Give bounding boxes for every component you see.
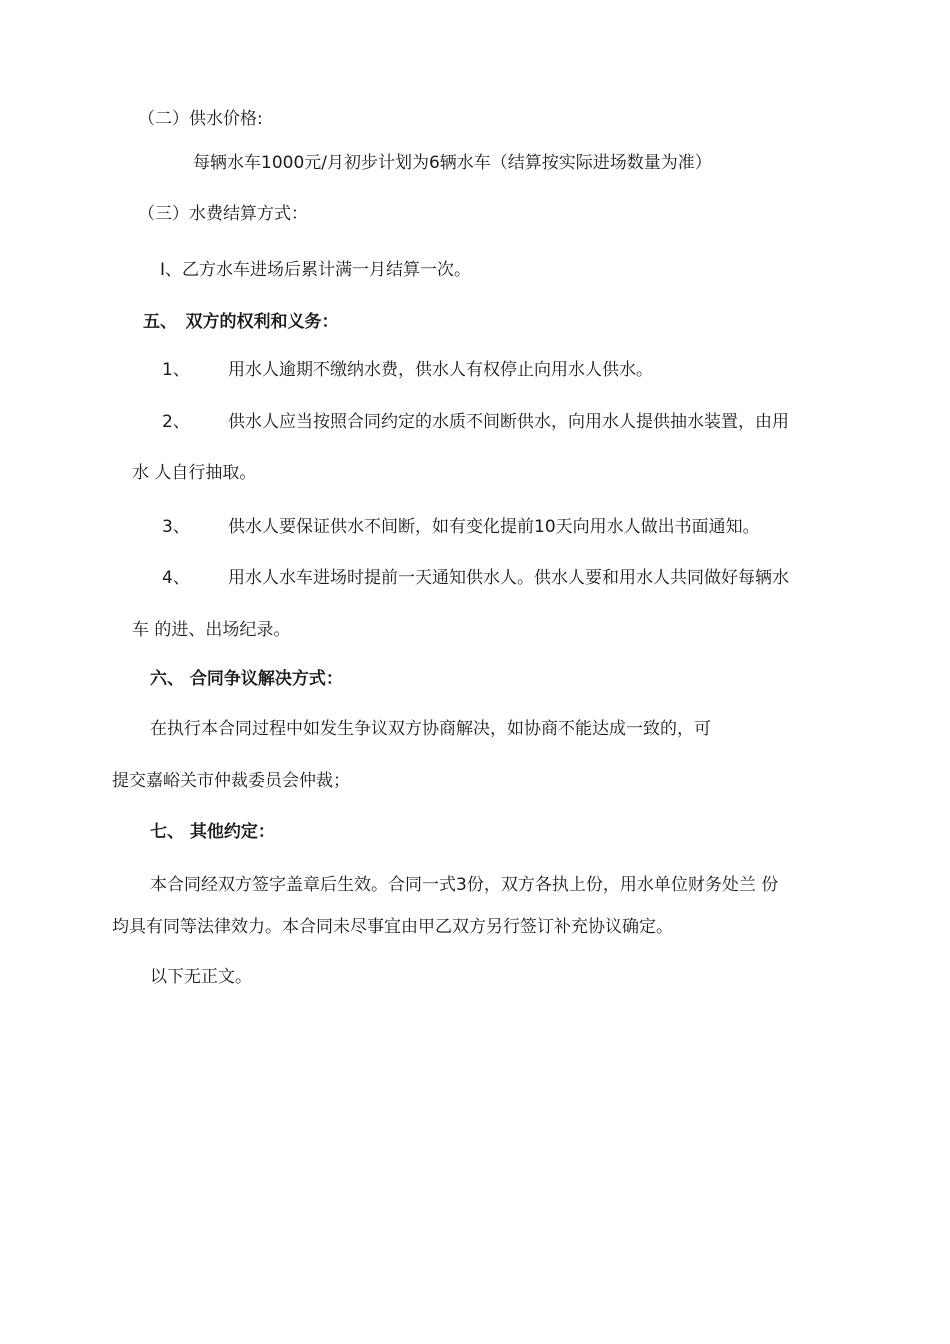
settlement-heading: （三）水费结算方式： — [138, 204, 308, 224]
rights-item-3-number: 3、 — [162, 517, 190, 537]
settlement-item-1: I、乙方水车进场后累计满一月结算一次。 — [160, 260, 472, 280]
supply-price-heading: （二）供水价格: — [138, 109, 263, 129]
rights-heading: 五、 双方的权利和义务： — [143, 312, 339, 332]
rights-item-1-number: 1、 — [162, 360, 190, 380]
rights-item-2-text: 供水人应当按照合同约定的水质不间断供水，向用水人提供抽水装置，由用 — [228, 412, 789, 432]
rights-item-4-number: 4、 — [162, 568, 190, 588]
closing-text: 以下无正文。 — [150, 967, 252, 987]
rights-item-3-text: 供水人要保证供水不间断，如有变化提前10天向用水人做出书面通知。 — [228, 517, 760, 537]
dispute-text-2: 提交嘉峪关市仲裁委员会仲裁； — [112, 771, 350, 791]
other-text-1: 本合同经双方签字盖章后生效。合同一式3份，双方各执上份，用水单位财务处兰 份 — [150, 875, 779, 895]
other-heading: 七、 其他约定： — [150, 822, 275, 842]
rights-item-2-number: 2、 — [162, 412, 190, 432]
supply-price-text: 每辆水车1000元/月初步计划为6辆水车（结算按实际进场数量为准） — [193, 153, 712, 173]
rights-item-4-text: 用水人水车进场时提前一天通知供水人。供水人要和用水人共同做好每辆水 — [228, 568, 789, 588]
dispute-text-1: 在执行本合同过程中如发生争议双方协商解决，如协商不能达成一致的，可 — [150, 719, 711, 739]
dispute-heading: 六、 合同争议解决方式： — [150, 669, 343, 689]
other-text-2: 均具有同等法律效力。本合同未尽事宜由甲乙双方另行签订补充协议确定。 — [112, 917, 673, 937]
rights-item-1-text: 用水人逾期不缴纳水费，供水人有权停止向用水人供水。 — [228, 360, 653, 380]
rights-item-2-continuation: 水 人自行抽取。 — [132, 463, 257, 483]
rights-item-4-continuation: 车 的进、出场纪录。 — [132, 620, 291, 640]
